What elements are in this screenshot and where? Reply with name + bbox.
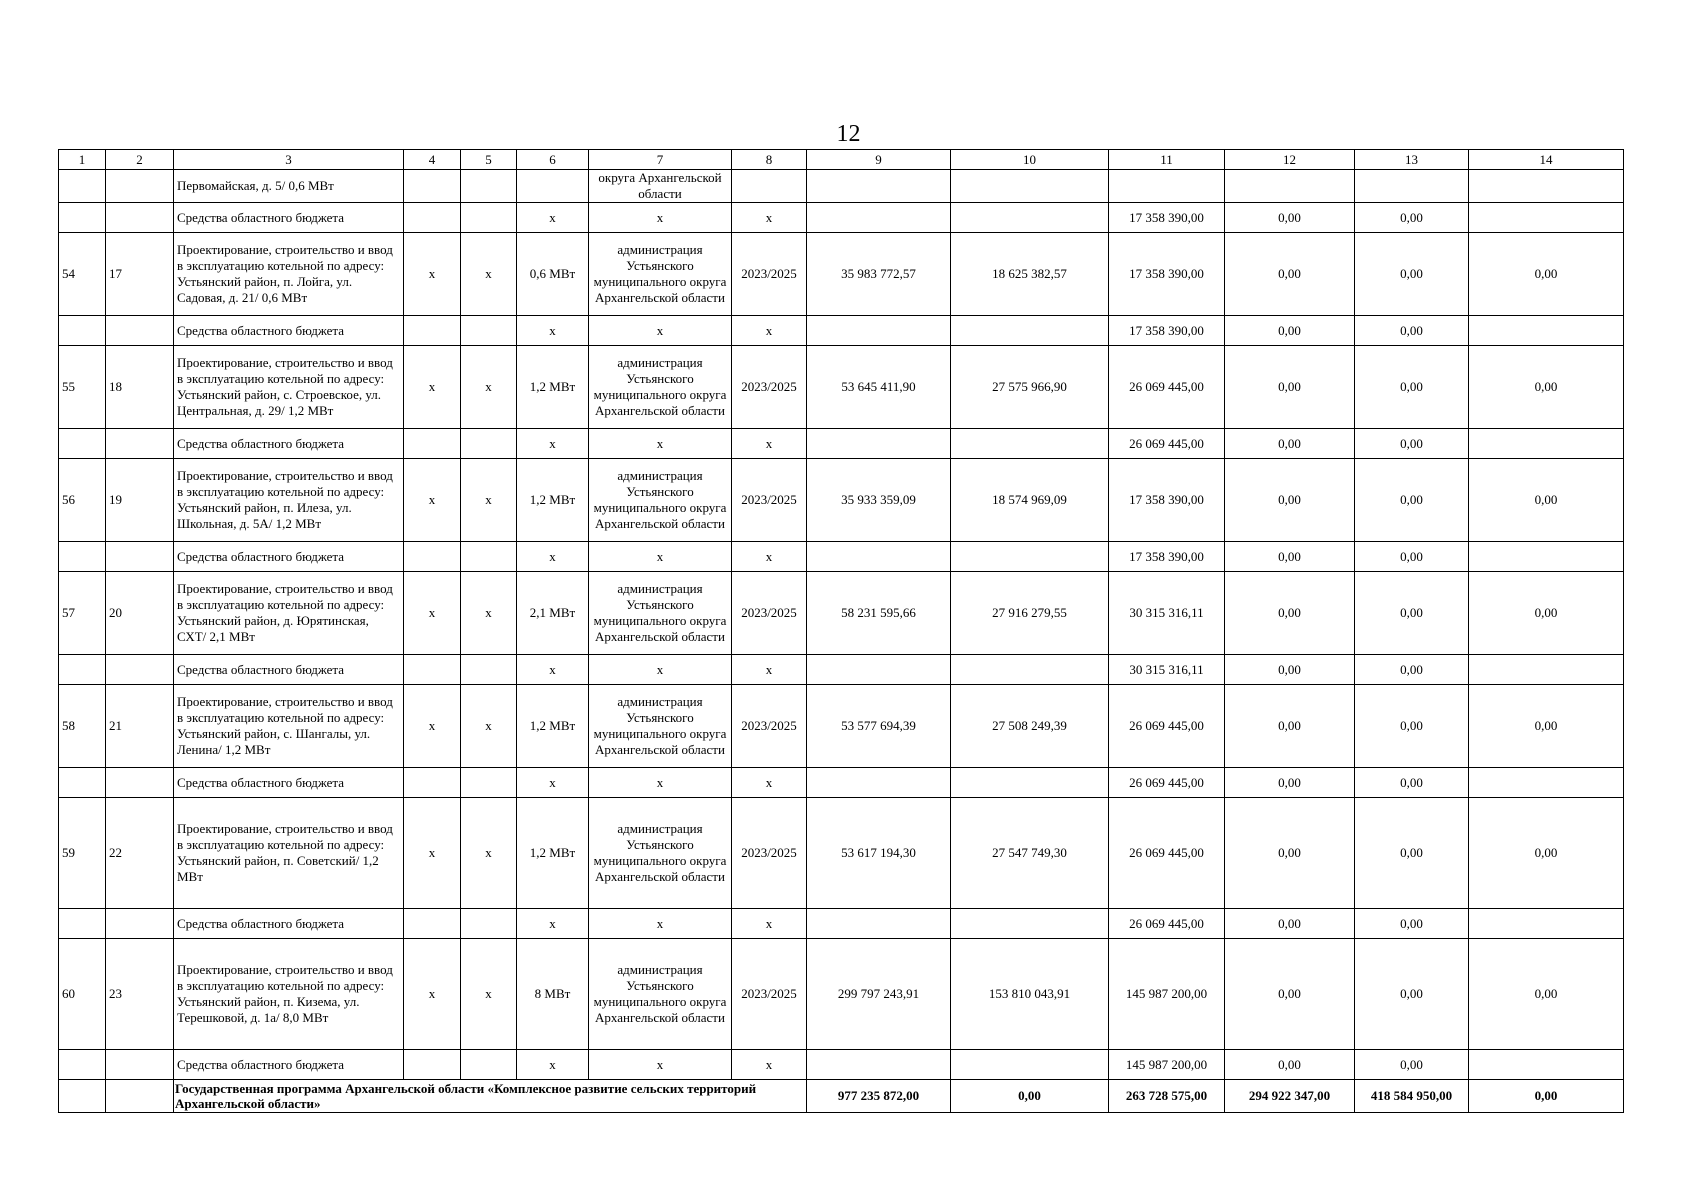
column-number: 14 xyxy=(1469,150,1624,170)
cell-col-12: 0,00 xyxy=(1225,685,1355,768)
cell-col-6: х xyxy=(517,768,589,798)
row-number: 57 xyxy=(59,572,106,655)
cell-col-14: 0,00 xyxy=(1469,459,1624,542)
cell-col-11: 17 358 390,00 xyxy=(1109,459,1225,542)
cell-col-11: 26 069 445,00 xyxy=(1109,768,1225,798)
row-number: 59 xyxy=(59,798,106,909)
cell-col-12: 0,00 xyxy=(1225,346,1355,429)
cell-col-12: 0,00 xyxy=(1225,542,1355,572)
cell-col-5: х xyxy=(461,939,517,1050)
column-number: 6 xyxy=(517,150,589,170)
cell-col-5: х xyxy=(461,798,517,909)
row-number: 54 xyxy=(59,233,106,316)
cell-col-6: х xyxy=(517,542,589,572)
cell-col-7: х xyxy=(589,909,732,939)
item-number: 23 xyxy=(106,939,174,1050)
period: 2023/2025 xyxy=(732,346,807,429)
budget-source: Средства областного бюджета xyxy=(174,655,404,685)
cell-col-7: х xyxy=(589,429,732,459)
cell-col-8: х xyxy=(732,316,807,346)
column-number: 7 xyxy=(589,150,732,170)
cell-col-8: х xyxy=(732,909,807,939)
budget-source: Средства областного бюджета xyxy=(174,203,404,233)
period: 2023/2025 xyxy=(732,798,807,909)
project-row xyxy=(59,798,1624,909)
project-name: Проектирование, строительство и ввод в эксплуатацию котельной по адресу: Устьянский район, п. Кизема, ул. Терешковой, д. 1а/ 8,0 МВт xyxy=(174,939,404,1050)
cell-col-4: х xyxy=(404,346,461,429)
budget-row xyxy=(59,429,1624,459)
cell-col-12: 0,00 xyxy=(1225,798,1355,909)
budget-row xyxy=(59,768,1624,798)
project-name: Проектирование, строительство и ввод в эксплуатацию котельной по адресу: Устьянский район, с. Шангалы, ул. Ленина/ 1,2 МВт xyxy=(174,685,404,768)
cell-col-4: х xyxy=(404,685,461,768)
power: 1,2 МВт xyxy=(517,798,589,909)
cell-col-14: 0,00 xyxy=(1469,685,1624,768)
total-col-12: 294 922 347,00 xyxy=(1225,1080,1355,1113)
cell-col-7: х xyxy=(589,203,732,233)
cell-col-10: 153 810 043,91 xyxy=(951,939,1109,1050)
power: 2,1 МВт xyxy=(517,572,589,655)
cell-col-10: 27 547 749,30 xyxy=(951,798,1109,909)
total-col-13: 418 584 950,00 xyxy=(1355,1080,1469,1113)
column-number: 12 xyxy=(1225,150,1355,170)
cell-col-6: х xyxy=(517,909,589,939)
cell-col-13: 0,00 xyxy=(1355,542,1469,572)
column-number: 13 xyxy=(1355,150,1469,170)
project-name: Проектирование, строительство и ввод в эксплуатацию котельной по адресу: Устьянский район, с. Строевское, ул. Центральная, д. 29/ 1,2 МВт xyxy=(174,346,404,429)
column-number: 8 xyxy=(732,150,807,170)
total-col-11: 263 728 575,00 xyxy=(1109,1080,1225,1113)
power: 1,2 МВт xyxy=(517,459,589,542)
column-number: 11 xyxy=(1109,150,1225,170)
cell-col-6: х xyxy=(517,1050,589,1080)
cell-col-6: х xyxy=(517,655,589,685)
cell-col-6: х xyxy=(517,429,589,459)
item-number: 19 xyxy=(106,459,174,542)
project-name: Проектирование, строительство и ввод в эксплуатацию котельной по адресу: Устьянский район, п. Советский/ 1,2 МВт xyxy=(174,798,404,909)
cell-col-14: 0,00 xyxy=(1469,572,1624,655)
project-row xyxy=(59,939,1624,1050)
column-number-row xyxy=(59,150,1624,170)
budget-row xyxy=(59,316,1624,346)
cell-col-11: 26 069 445,00 xyxy=(1109,798,1225,909)
cell-col-9: 58 231 595,66 xyxy=(807,572,951,655)
cell-col-9: 35 983 772,57 xyxy=(807,233,951,316)
project-row xyxy=(59,346,1624,429)
project-name: Проектирование, строительство и ввод в эксплуатацию котельной по адресу: Устьянский район, п. Илеза, ул. Школьная, д. 5А/ 1,2 МВт xyxy=(174,459,404,542)
cell-col-12: 0,00 xyxy=(1225,459,1355,542)
executor: администрация Устьянского муниципального округа Архангельской области xyxy=(589,939,732,1050)
cell-col-9: 35 933 359,09 xyxy=(807,459,951,542)
item-number: 18 xyxy=(106,346,174,429)
project-row xyxy=(59,459,1624,542)
total-col-9: 977 235 872,00 xyxy=(807,1080,951,1113)
executor: округа Архангельской области xyxy=(589,170,732,203)
cell-col-7: х xyxy=(589,542,732,572)
page-number: 12 xyxy=(836,121,861,147)
cell-col-6: х xyxy=(517,316,589,346)
item-number: 22 xyxy=(106,798,174,909)
row-number: 56 xyxy=(59,459,106,542)
carry-over-row xyxy=(59,170,1624,203)
period: 2023/2025 xyxy=(732,233,807,316)
cell-col-12: 0,00 xyxy=(1225,316,1355,346)
column-number: 4 xyxy=(404,150,461,170)
cell-col-5: х xyxy=(461,685,517,768)
executor: администрация Устьянского муниципального округа Архангельской области xyxy=(589,572,732,655)
cell-col-11: 26 069 445,00 xyxy=(1109,429,1225,459)
cell-col-12: 0,00 xyxy=(1225,429,1355,459)
cell-col-11: 26 069 445,00 xyxy=(1109,909,1225,939)
item-number: 21 xyxy=(106,685,174,768)
budget-source: Средства областного бюджета xyxy=(174,909,404,939)
period: 2023/2025 xyxy=(732,572,807,655)
cell-col-11: 26 069 445,00 xyxy=(1109,685,1225,768)
cell-col-6: х xyxy=(517,203,589,233)
cell-col-12: 0,00 xyxy=(1225,909,1355,939)
cell-col-12: 0,00 xyxy=(1225,939,1355,1050)
cell-col-4: х xyxy=(404,939,461,1050)
cell-col-13: 0,00 xyxy=(1355,655,1469,685)
period: 2023/2025 xyxy=(732,459,807,542)
project-name: Проектирование, строительство и ввод в эксплуатацию котельной по адресу: Устьянский район, п. Лойга, ул. Садовая, д. 21/ 0,6 МВт xyxy=(174,233,404,316)
cell-col-7: х xyxy=(589,655,732,685)
cell-col-8: х xyxy=(732,429,807,459)
cell-col-11: 26 069 445,00 xyxy=(1109,346,1225,429)
column-number: 5 xyxy=(461,150,517,170)
project-name: Проектирование, строительство и ввод в эксплуатацию котельной по адресу: Устьянский район, д. Юрятинская, СХТ/ 2,1 МВт xyxy=(174,572,404,655)
row-number: 58 xyxy=(59,685,106,768)
executor: администрация Устьянского муниципального округа Архангельской области xyxy=(589,233,732,316)
cell-col-12: 0,00 xyxy=(1225,1050,1355,1080)
cell-col-11: 145 987 200,00 xyxy=(1109,1050,1225,1080)
cell-col-9: 299 797 243,91 xyxy=(807,939,951,1050)
cell-col-14: 0,00 xyxy=(1469,233,1624,316)
cell-col-14: 0,00 xyxy=(1469,798,1624,909)
cell-col-5: х xyxy=(461,459,517,542)
cell-col-7: х xyxy=(589,1050,732,1080)
project-row xyxy=(59,685,1624,768)
budget-row xyxy=(59,655,1624,685)
total-row xyxy=(59,1080,1624,1113)
period: 2023/2025 xyxy=(732,685,807,768)
column-number: 9 xyxy=(807,150,951,170)
power: 1,2 МВт xyxy=(517,346,589,429)
cell-col-13: 0,00 xyxy=(1355,203,1469,233)
column-number: 3 xyxy=(174,150,404,170)
cell-col-9: 53 617 194,30 xyxy=(807,798,951,909)
project-row xyxy=(59,572,1624,655)
cell-col-11: 30 315 316,11 xyxy=(1109,655,1225,685)
cell-col-10: 27 508 249,39 xyxy=(951,685,1109,768)
item-number: 17 xyxy=(106,233,174,316)
program-table xyxy=(58,149,1624,1113)
program-title: Государственная программа Архангельской области «Комплексное развитие сельских территорий Архангельской области» xyxy=(174,1080,807,1113)
cell-col-13: 0,00 xyxy=(1355,233,1469,316)
budget-row xyxy=(59,909,1624,939)
cell-col-12: 0,00 xyxy=(1225,572,1355,655)
column-number: 2 xyxy=(106,150,174,170)
cell-col-5: х xyxy=(461,572,517,655)
budget-source: Средства областного бюджета xyxy=(174,316,404,346)
cell-col-13: 0,00 xyxy=(1355,572,1469,655)
column-number: 10 xyxy=(951,150,1109,170)
cell-col-14: 0,00 xyxy=(1469,939,1624,1050)
budget-row xyxy=(59,1050,1624,1080)
cell-col-13: 0,00 xyxy=(1355,316,1469,346)
cell-col-13: 0,00 xyxy=(1355,685,1469,768)
cell-col-8: х xyxy=(732,655,807,685)
cell-col-10: 18 574 969,09 xyxy=(951,459,1109,542)
cell-col-11: 17 358 390,00 xyxy=(1109,542,1225,572)
executor: администрация Устьянского муниципального округа Архангельской области xyxy=(589,459,732,542)
cell-col-8: х xyxy=(732,1050,807,1080)
cell-col-10: 27 575 966,90 xyxy=(951,346,1109,429)
cell-col-11: 145 987 200,00 xyxy=(1109,939,1225,1050)
power: 1,2 МВт xyxy=(517,685,589,768)
cell-col-9: 53 577 694,39 xyxy=(807,685,951,768)
power: 0,6 МВт xyxy=(517,233,589,316)
budget-row xyxy=(59,203,1624,233)
cell-col-13: 0,00 xyxy=(1355,798,1469,909)
cell-col-11: 30 315 316,11 xyxy=(1109,572,1225,655)
budget-source: Средства областного бюджета xyxy=(174,768,404,798)
budget-source: Средства областного бюджета xyxy=(174,1050,404,1080)
cell-col-13: 0,00 xyxy=(1355,768,1469,798)
cell-col-12: 0,00 xyxy=(1225,655,1355,685)
cell-col-4: х xyxy=(404,798,461,909)
cell-col-4: х xyxy=(404,572,461,655)
cell-col-5: х xyxy=(461,233,517,316)
budget-row xyxy=(59,542,1624,572)
budget-source: Средства областного бюджета xyxy=(174,429,404,459)
project-name: Первомайская, д. 5/ 0,6 МВт xyxy=(174,170,404,203)
cell-col-4: х xyxy=(404,459,461,542)
power: 8 МВт xyxy=(517,939,589,1050)
cell-col-11: 17 358 390,00 xyxy=(1109,233,1225,316)
cell-col-13: 0,00 xyxy=(1355,909,1469,939)
executor: администрация Устьянского муниципального округа Архангельской области xyxy=(589,346,732,429)
cell-col-12: 0,00 xyxy=(1225,203,1355,233)
cell-col-7: х xyxy=(589,768,732,798)
cell-col-5: х xyxy=(461,346,517,429)
cell-col-12: 0,00 xyxy=(1225,768,1355,798)
cell-col-13: 0,00 xyxy=(1355,429,1469,459)
cell-col-10: 27 916 279,55 xyxy=(951,572,1109,655)
cell-col-13: 0,00 xyxy=(1355,939,1469,1050)
row-number: 60 xyxy=(59,939,106,1050)
total-col-10: 0,00 xyxy=(951,1080,1109,1113)
column-number: 1 xyxy=(59,150,106,170)
cell-col-9: 53 645 411,90 xyxy=(807,346,951,429)
cell-col-14: 0,00 xyxy=(1469,346,1624,429)
budget-source: Средства областного бюджета xyxy=(174,542,404,572)
cell-col-7: х xyxy=(589,316,732,346)
cell-col-11: 17 358 390,00 xyxy=(1109,203,1225,233)
cell-col-8: х xyxy=(732,768,807,798)
executor: администрация Устьянского муниципального округа Архангельской области xyxy=(589,685,732,768)
cell-col-12: 0,00 xyxy=(1225,233,1355,316)
total-col-14: 0,00 xyxy=(1469,1080,1624,1113)
executor: администрация Устьянского муниципального округа Архангельской области xyxy=(589,798,732,909)
cell-col-13: 0,00 xyxy=(1355,346,1469,429)
cell-col-8: х xyxy=(732,203,807,233)
project-row xyxy=(59,233,1624,316)
cell-col-10: 18 625 382,57 xyxy=(951,233,1109,316)
period: 2023/2025 xyxy=(732,939,807,1050)
cell-col-4: х xyxy=(404,233,461,316)
cell-col-8: х xyxy=(732,542,807,572)
cell-col-11: 17 358 390,00 xyxy=(1109,316,1225,346)
cell-col-13: 0,00 xyxy=(1355,1050,1469,1080)
cell-col-13: 0,00 xyxy=(1355,459,1469,542)
row-number: 55 xyxy=(59,346,106,429)
item-number: 20 xyxy=(106,572,174,655)
